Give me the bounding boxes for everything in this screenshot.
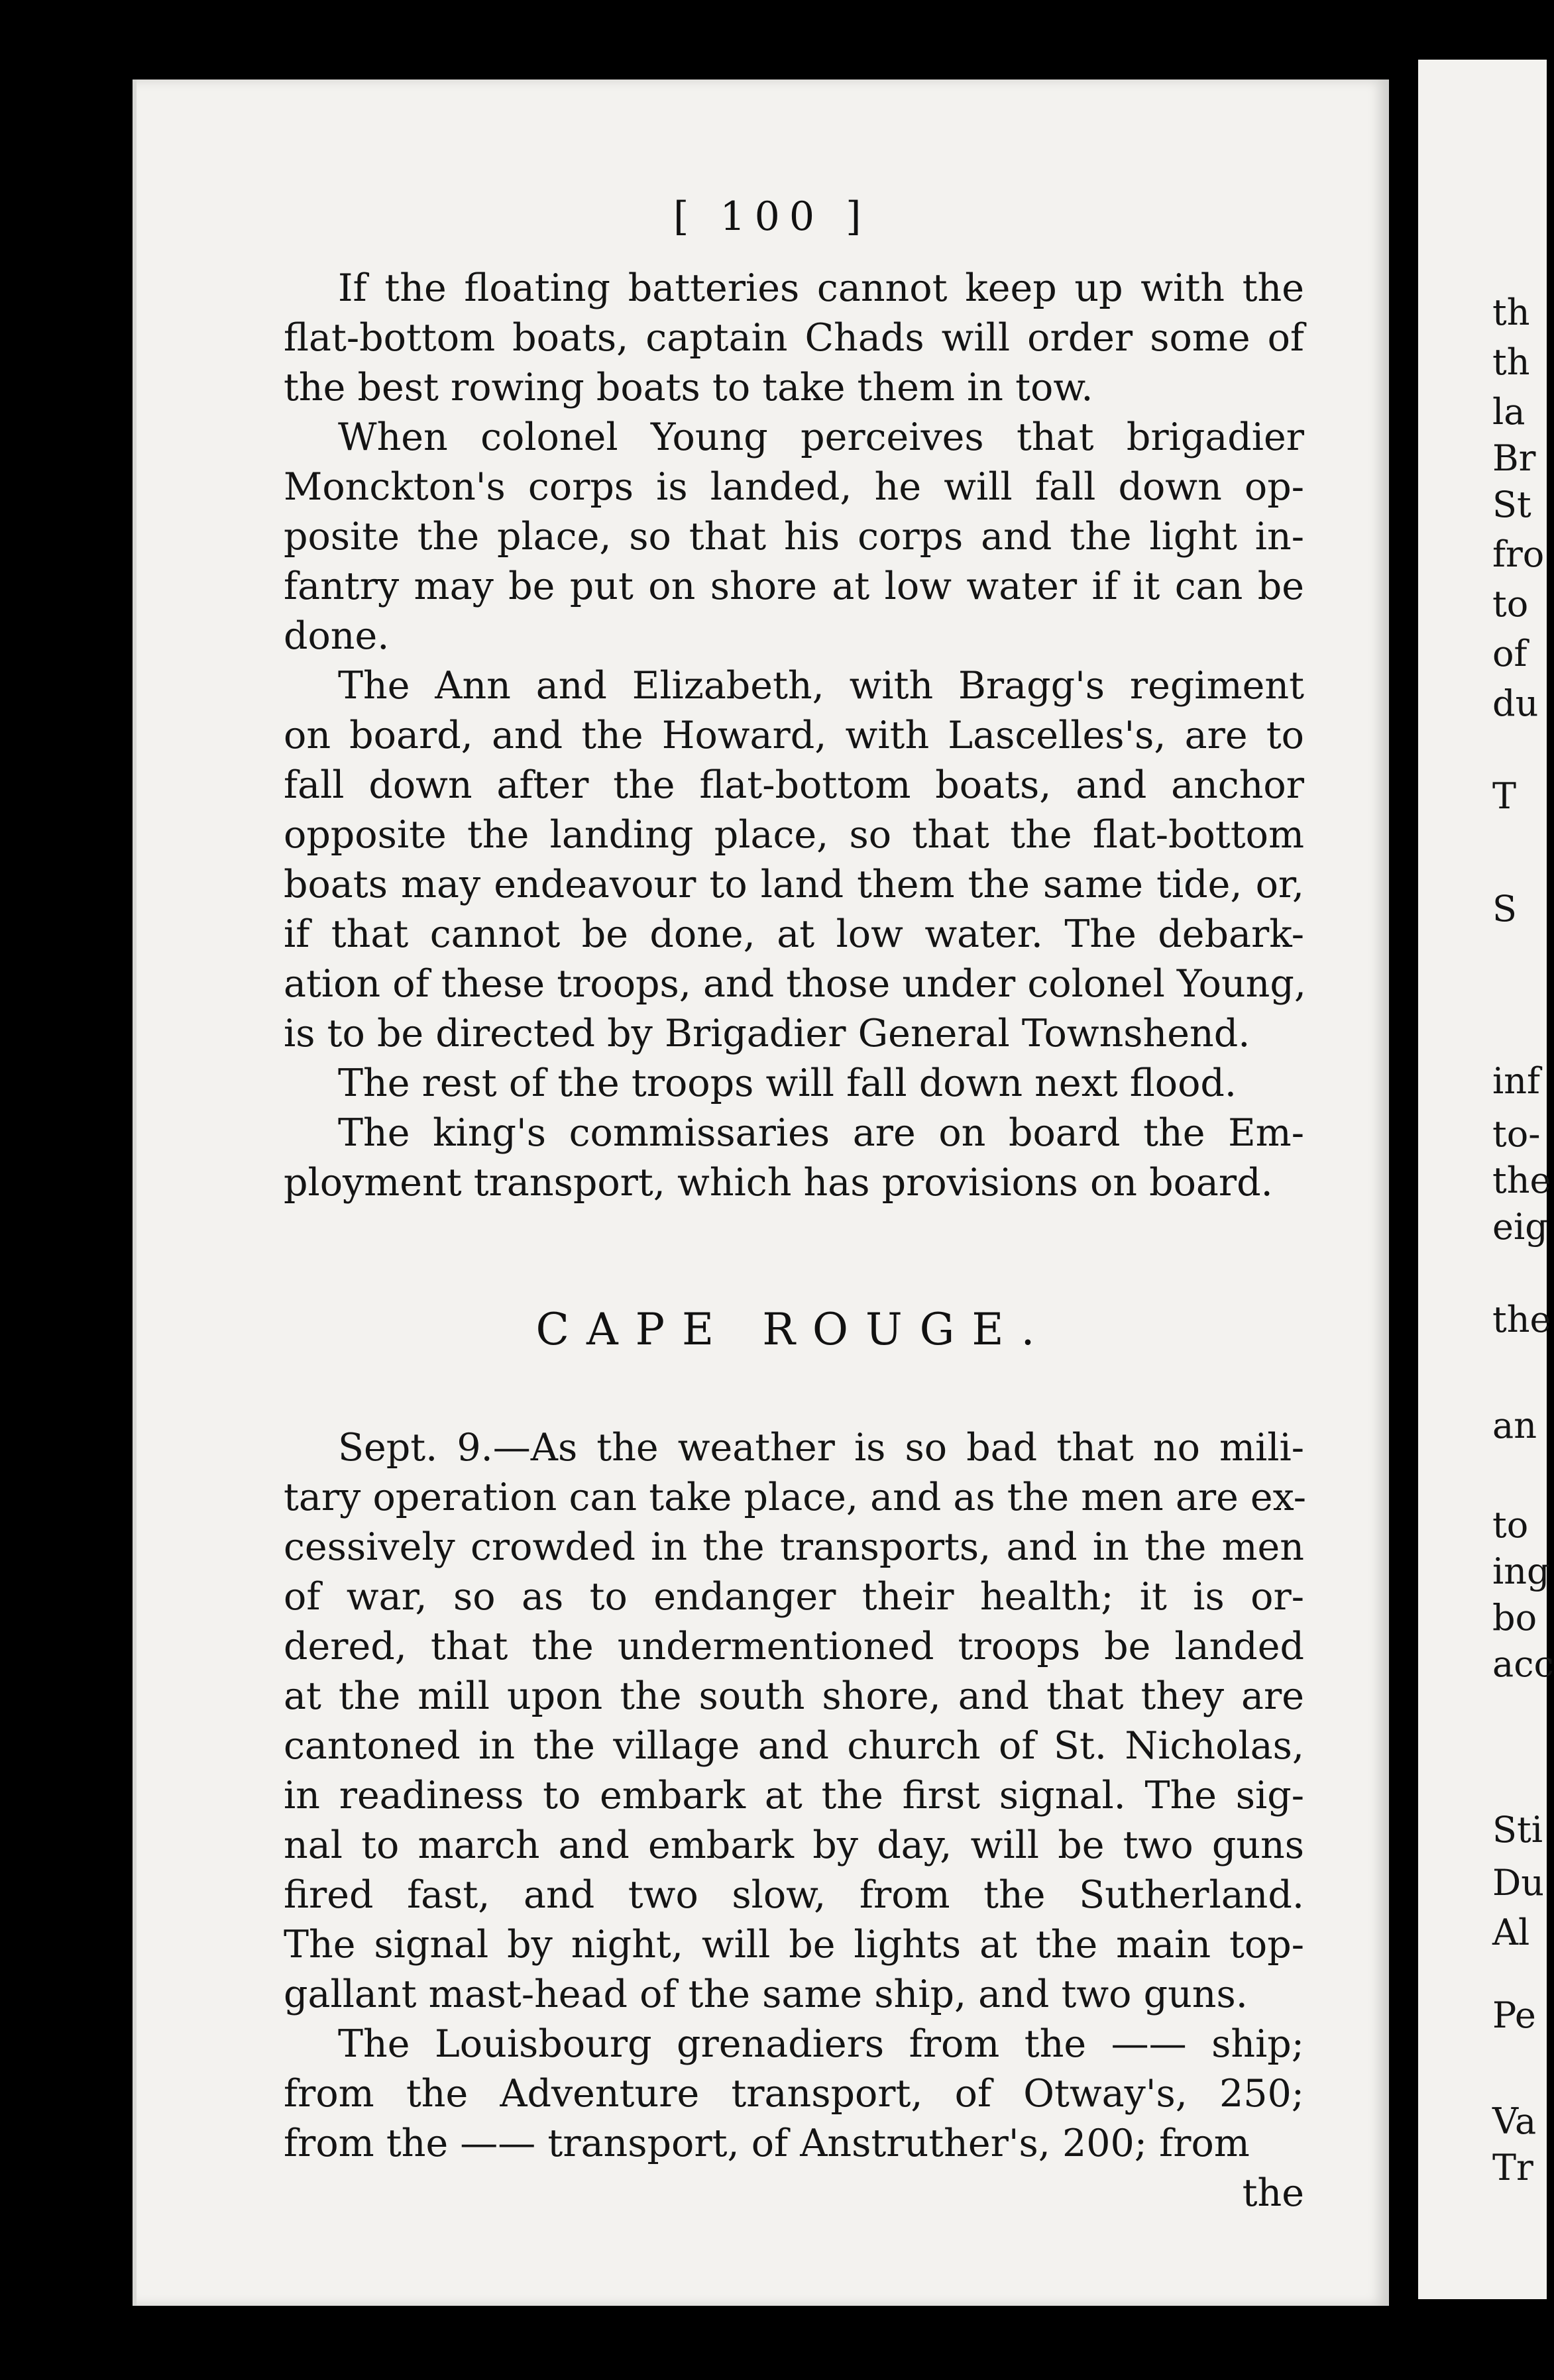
- text-line: fall down after the flat-bottom boats, and anchor: [284, 763, 1304, 807]
- facing-page-fragment: th: [1492, 341, 1530, 383]
- facing-page-fragment: the: [1492, 1160, 1551, 1201]
- text-line: The rest of the troops will fall down next flood.: [338, 1061, 1237, 1105]
- text-line: is to be directed by Brigadier General Townshend.: [284, 1012, 1250, 1055]
- text-line: ployment transport, which has provisions on board.: [284, 1161, 1273, 1205]
- catchword: the: [1242, 2171, 1304, 2215]
- text-line: Monckton's corps is landed, he will fall down op-: [284, 465, 1304, 509]
- text-line: fired fast, and two slow, from the Sutherland.: [284, 1873, 1304, 1917]
- facing-page-fragment: to: [1492, 583, 1529, 625]
- text-line: boats may endeavour to land them the same tide, or,: [284, 863, 1304, 906]
- text-line: dered, that the undermentioned troops be landed: [284, 1625, 1304, 1668]
- facing-page-fragment: Al: [1492, 1912, 1530, 1953]
- body-text-bottom: [284, 1423, 1307, 2218]
- text-line: flat-bottom boats, captain Chads will order some of: [284, 316, 1304, 360]
- text-line: on board, and the Howard, with Lascelles's, are to: [284, 714, 1304, 757]
- facing-page-fragment: to: [1492, 1504, 1529, 1546]
- facing-page-fragment: Br: [1492, 437, 1536, 479]
- text-line: from the —— transport, of Anstruther's, 200; from: [284, 2122, 1250, 2165]
- facing-page-fragment: of: [1492, 633, 1527, 675]
- text-line: gallant mast-head of the same ship, and two guns.: [284, 1973, 1248, 2016]
- text-line: from the Adventure transport, of Otway's, 250;: [284, 2072, 1304, 2116]
- facing-page-fragment: Va: [1492, 2100, 1537, 2142]
- text-line: the best rowing boats to take them in tow.: [284, 366, 1093, 409]
- section-heading: CAPE ROUGE.: [535, 1304, 1052, 1355]
- facing-page-fragment: an: [1492, 1405, 1537, 1446]
- facing-page-fragment: Pe: [1492, 1994, 1536, 2036]
- text-line: The signal by night, will be lights at the main top-: [284, 1923, 1304, 1967]
- facing-page-fragment: bo: [1492, 1597, 1537, 1639]
- text-line: in readiness to embark at the first signal. The sig-: [284, 1774, 1304, 1817]
- text-line: nal to march and embark by day, will be two guns: [284, 1823, 1304, 1867]
- text-line: of war, so as to endanger their health; it is or-: [284, 1575, 1304, 1619]
- body-text-top: [284, 264, 1304, 1208]
- text-line: If the floating batteries cannot keep up with the: [338, 266, 1304, 310]
- facing-page-fragment: Sti: [1492, 1809, 1543, 1851]
- facing-page-fragment: fro: [1492, 533, 1545, 575]
- text-line: if that cannot be done, at low water. The debark-: [284, 912, 1304, 956]
- text-line: Sept. 9.—As the weather is so bad that no mili-: [338, 1426, 1304, 1470]
- facing-page-fragment: Tr: [1492, 2147, 1533, 2189]
- facing-page-fragment: acc: [1492, 1643, 1554, 1685]
- text-line: When colonel Young perceives that brigadier: [338, 415, 1304, 459]
- text-line: ation of these troops, and those under colonel Young,: [284, 962, 1306, 1006]
- facing-page-fragment: Du: [1492, 1862, 1545, 1904]
- facing-page-fragment: S: [1492, 888, 1517, 930]
- text-line: opposite the landing place, so that the flat-bottom: [284, 813, 1304, 857]
- facing-page-fragment: eig: [1492, 1206, 1548, 1248]
- text-line: tary operation can take place, and as the men are ex-: [284, 1476, 1307, 1519]
- facing-page-fragment: T: [1492, 775, 1517, 817]
- text-line: at the mill upon the south shore, and that they are: [284, 1674, 1304, 1718]
- facing-page-fragment: to-: [1492, 1113, 1541, 1155]
- facing-page-fragment: ing: [1492, 1550, 1550, 1592]
- text-line: The Ann and Elizabeth, with Bragg's regiment: [338, 664, 1304, 708]
- facing-page-fragment: St: [1492, 484, 1531, 525]
- text-line: The Louisbourg grenadiers from the —— ship;: [338, 2022, 1304, 2066]
- text-line: fantry may be put on shore at low water if it can be: [284, 565, 1304, 608]
- facing-page-fragment: la: [1492, 391, 1526, 433]
- text-line: cessively crowded in the transports, and in the men: [284, 1525, 1304, 1569]
- facing-page-fragment: inf: [1492, 1060, 1541, 1102]
- facing-page-fragment: th: [1492, 292, 1530, 333]
- text-line: done.: [284, 614, 390, 658]
- text-line: cantoned in the village and church of St. Nicholas,: [284, 1724, 1304, 1768]
- facing-page-fragment: du: [1492, 682, 1539, 724]
- facing-page-fragment: the: [1492, 1299, 1551, 1340]
- text-line: The king's commissaries are on board the Em-: [338, 1111, 1304, 1155]
- text-line: posite the place, so that his corps and the light in-: [284, 515, 1304, 559]
- page-number: [ 100 ]: [673, 193, 871, 240]
